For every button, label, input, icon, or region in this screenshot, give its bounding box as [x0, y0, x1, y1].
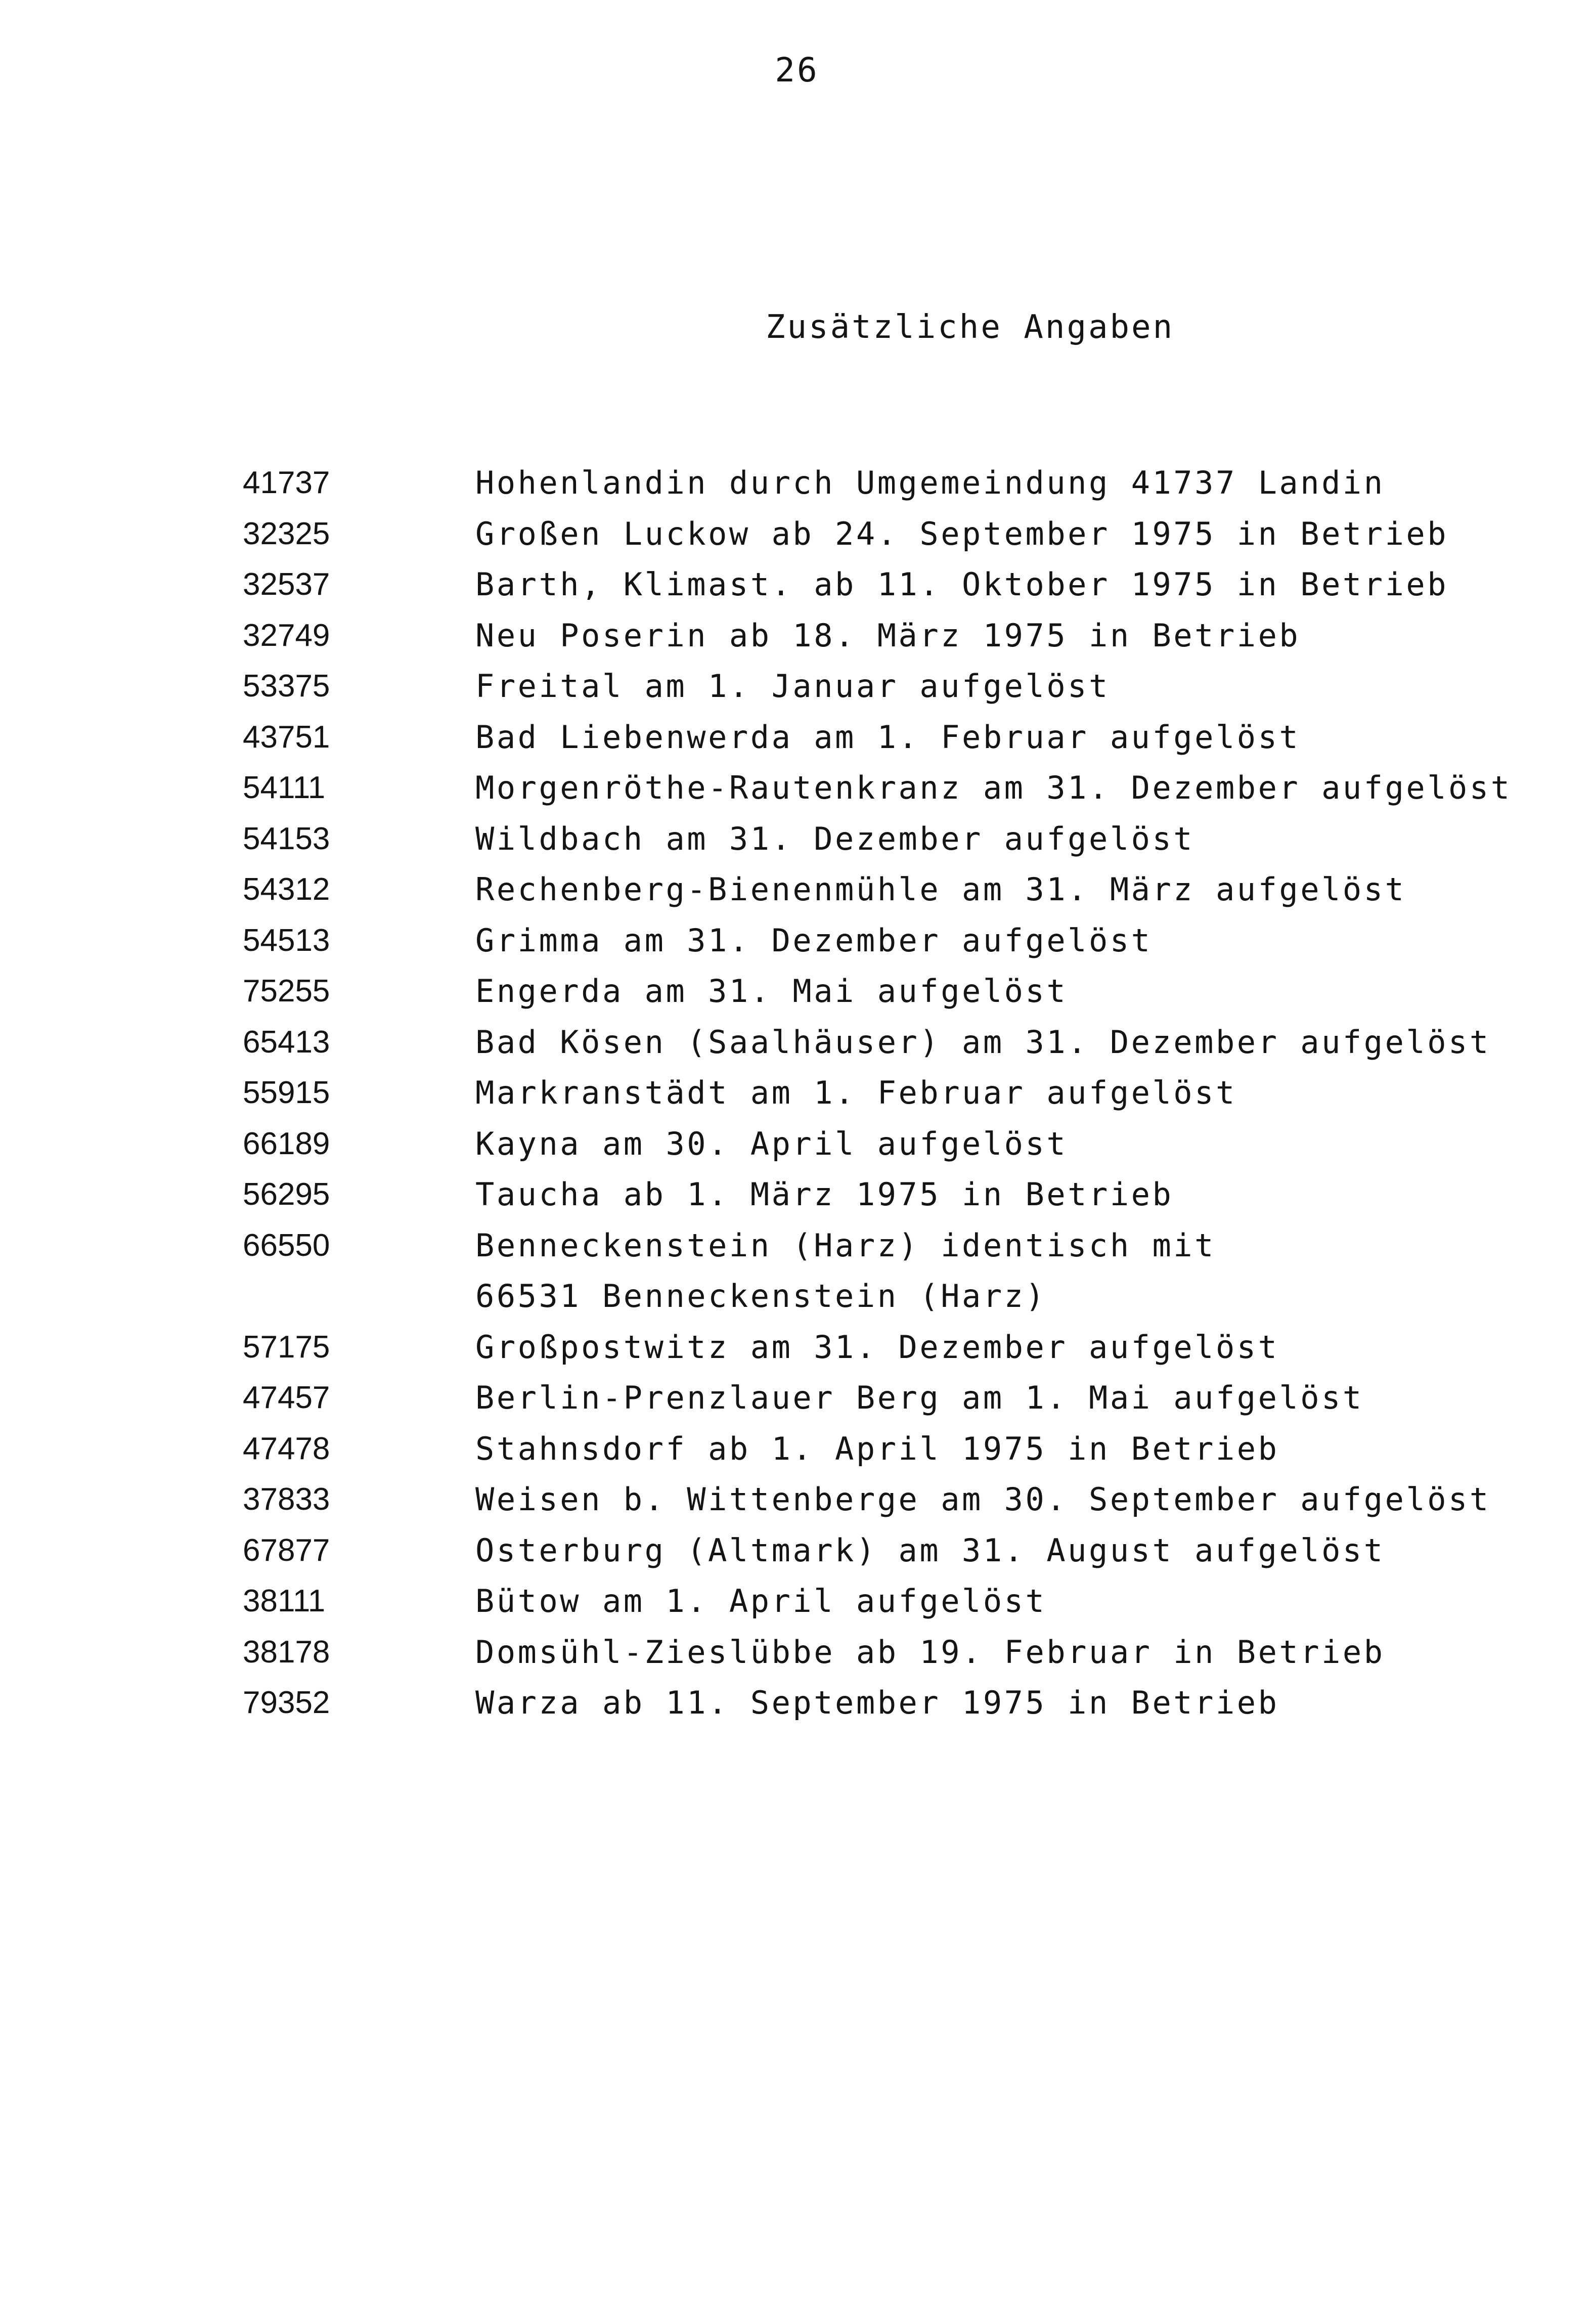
list-item	[243, 458, 1537, 509]
list-item	[243, 864, 1537, 915]
station-code: 54153	[243, 821, 330, 856]
list-item	[243, 1322, 1537, 1373]
entry-text: Bütow am 1. April aufgelöst	[475, 1583, 1047, 1619]
entry-text: Warza ab 11. September 1975 in Betrieb	[475, 1684, 1279, 1721]
list-item	[243, 1271, 1537, 1322]
station-code: 66550	[243, 1227, 330, 1263]
page-number: 26	[775, 51, 819, 90]
station-code: 37833	[243, 1482, 330, 1517]
station-code: 53375	[243, 669, 330, 704]
station-code: 38111	[243, 1584, 326, 1618]
station-code: 66189	[243, 1126, 330, 1161]
entry-text: Rechenberg-Bienenmühle am 31. März aufgelöst	[475, 871, 1406, 908]
list-item	[243, 915, 1537, 967]
list-item	[243, 1169, 1537, 1220]
station-code: 54513	[243, 923, 330, 958]
list-item	[243, 1678, 1537, 1729]
entry-text: Weisen b. Wittenberge am 30. September aufgelöst	[475, 1481, 1491, 1518]
entry-text: Morgenröthe-Rautenkranz am 31. Dezember aufgelöst	[475, 769, 1512, 806]
list-item	[243, 814, 1537, 865]
station-code: 43751	[243, 719, 330, 755]
entry-text: Großpostwitz am 31. Dezember aufgelöst	[475, 1328, 1279, 1366]
entry-text: 66531 Benneckenstein (Harz)	[475, 1278, 1047, 1314]
station-code: 54111	[243, 770, 326, 805]
station-code: 55915	[243, 1075, 330, 1110]
list-item	[243, 1017, 1537, 1068]
entry-text: Hohenlandin durch Umgemeindung 41737 Landin	[475, 464, 1385, 501]
station-code: 38178	[243, 1634, 330, 1670]
station-code: 32749	[243, 618, 330, 653]
entry-text: Engerda am 31. Mai aufgelöst	[475, 973, 1068, 1010]
entry-text: Neu Poserin ab 18. März 1975 in Betrieb	[475, 617, 1301, 654]
station-code: 56295	[243, 1177, 330, 1212]
list-item	[243, 1576, 1537, 1627]
list-item	[243, 1627, 1537, 1678]
station-code: 75255	[243, 974, 330, 1008]
page-title: Zusätzliche Angaben	[766, 309, 1175, 346]
entry-text: Bad Liebenwerda am 1. Februar aufgelöst	[475, 718, 1301, 756]
station-code: 47478	[243, 1431, 330, 1466]
entry-text: Wildbach am 31. Dezember aufgelöst	[475, 820, 1195, 857]
entry-text: Berlin-Prenzlauer Berg am 1. Mai aufgelöst	[475, 1379, 1364, 1416]
list-item	[243, 1119, 1537, 1170]
entry-text: Bad Kösen (Saalhäuser) am 31. Dezember aufgelöst	[475, 1023, 1491, 1061]
list-item	[243, 610, 1537, 662]
station-code: 57175	[243, 1329, 330, 1365]
entry-text: Domsühl-Zieslübbe ab 19. Februar in Betrieb	[475, 1633, 1385, 1671]
list-item	[243, 712, 1537, 763]
list-item	[243, 1525, 1537, 1576]
list-item	[243, 661, 1537, 712]
station-code: 65413	[243, 1024, 330, 1060]
list-item	[243, 1373, 1537, 1424]
list-item	[243, 559, 1537, 610]
entry-text: Grimma am 31. Dezember aufgelöst	[475, 922, 1153, 959]
station-code: 67877	[243, 1532, 330, 1568]
entry-text: Benneckenstein (Harz) identisch mit	[475, 1226, 1216, 1264]
list-item	[243, 1220, 1537, 1271]
list-item	[243, 966, 1537, 1017]
station-code: 47457	[243, 1380, 330, 1415]
entry-text: Osterburg (Altmark) am 31. August aufgelöst	[475, 1531, 1385, 1569]
list-item	[243, 1474, 1537, 1525]
entry-list	[243, 458, 1537, 1729]
list-item	[243, 1068, 1537, 1119]
station-code: 32537	[243, 567, 330, 602]
station-code: 54312	[243, 872, 330, 907]
list-item	[243, 1424, 1537, 1475]
entry-text: Kayna am 30. April aufgelöst	[475, 1125, 1068, 1162]
entry-text: Großen Luckow ab 24. September 1975 in Betrieb	[475, 515, 1449, 552]
entry-text: Taucha ab 1. März 1975 in Betrieb	[475, 1176, 1174, 1213]
list-item	[243, 509, 1537, 560]
station-code: 79352	[243, 1685, 330, 1720]
list-item	[243, 763, 1537, 814]
entry-text: Markranstädt am 1. Februar aufgelöst	[475, 1074, 1237, 1111]
entry-text: Freital am 1. Januar aufgelöst	[475, 668, 1110, 705]
station-code: 41737	[243, 465, 330, 500]
entry-text: Barth, Klimast. ab 11. Oktober 1975 in Betrieb	[475, 566, 1449, 603]
station-code: 32325	[243, 516, 330, 551]
entry-text: Stahnsdorf ab 1. April 1975 in Betrieb	[475, 1430, 1279, 1467]
